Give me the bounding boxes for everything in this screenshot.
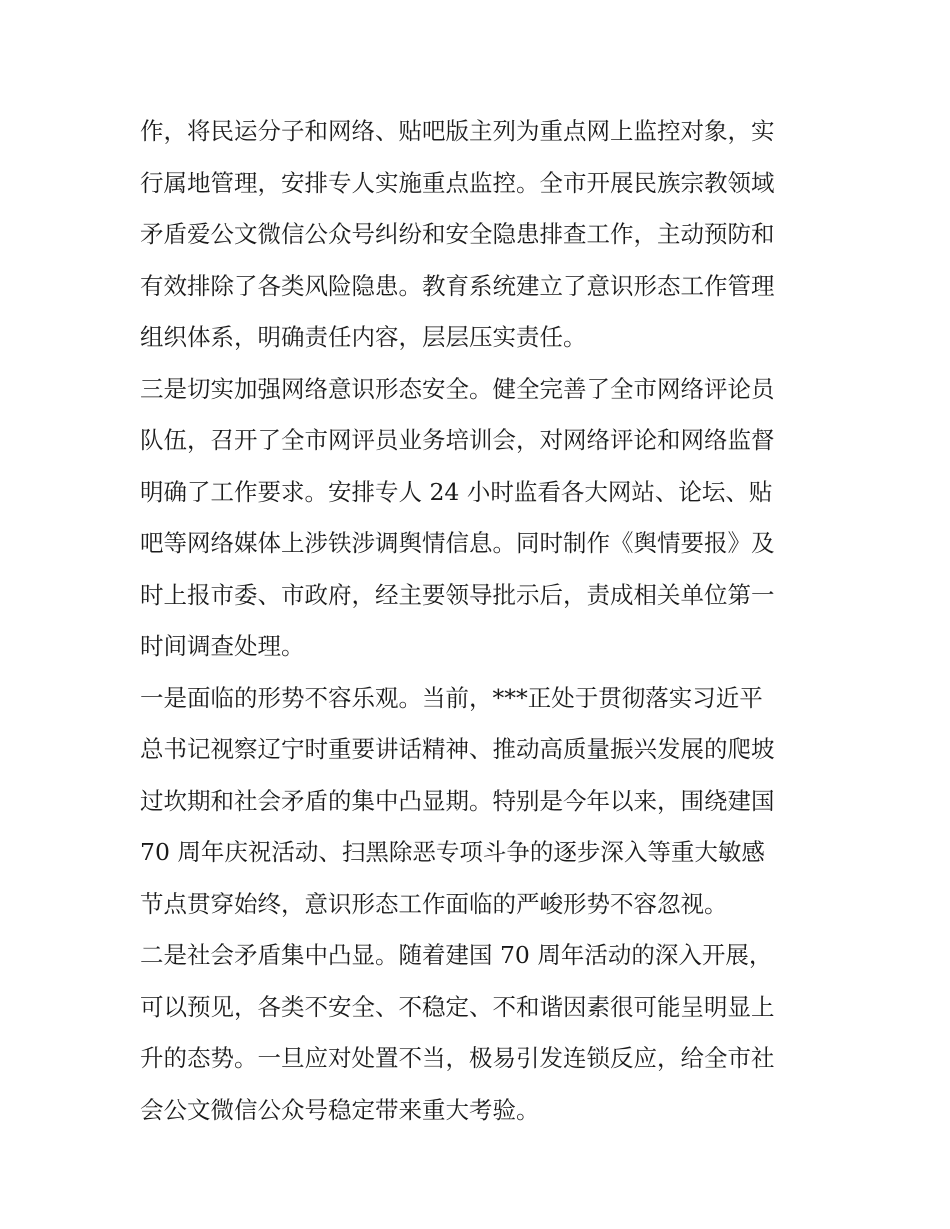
text-line: 有效排除了各类风险隐患。教育系统建立了意识形态工作管理 xyxy=(140,271,775,300)
text-line: 吧等网络媒体上涉铁涉调舆情信息。同时制作《舆情要报》及 xyxy=(140,529,775,557)
text-line: 队伍，召开了全市网评员业务培训会，对网络评论和网络监督 xyxy=(140,426,775,454)
text-line: 总书记视察辽宁时重要讲话精神、推动高质量振兴发展的爬坡 xyxy=(140,735,775,763)
text-line: 二是社会矛盾集中凸显。随着建国 70 周年活动的深入开展， xyxy=(140,941,773,969)
text-line: 作，将民运分子和网络、贴吧版主列为重点网上监控对象，实 xyxy=(140,117,775,145)
text-line: 明确了工作要求。安排专人 24 小时监看各大网站、论坛、贴 xyxy=(140,477,773,506)
text-line: 一是面临的形势不容乐观。当前，***正处于贯彻落实习近平 xyxy=(140,683,763,712)
body-text xyxy=(140,106,812,1136)
text-line: 可以预见，各类不安全、不稳定、不和谐因素很可能呈明显上 xyxy=(140,992,775,1021)
text-line: 时间调查处理。 xyxy=(140,632,305,660)
text-line: 70 周年庆祝活动、扫黑除恶专项斗争的逐步深入等重大敏感 xyxy=(140,838,765,866)
text-line: 时上报市委、市政府，经主要领导批示后，责成相关单位第一 xyxy=(140,580,775,609)
text-line: 会公文微信公众号稳定带来重大考验。 xyxy=(140,1095,540,1124)
text-line: 过坎期和社会矛盾的集中凸显期。特别是今年以来，围绕建国 xyxy=(140,786,775,815)
text-line: 矛盾爱公文微信公众号纠纷和安全隐患排查工作，主动预防和 xyxy=(140,220,775,248)
text-line: 节点贯穿始终，意识形态工作面临的严峻形势不容忽视。 xyxy=(140,889,728,918)
text-line: 行属地管理，安排专人实施重点监控。全市开展民族宗教领域 xyxy=(140,168,775,197)
text-line: 组织体系，明确责任内容，层层压实责任。 xyxy=(140,323,587,351)
text-line: 升的态势。一旦应对处置不当，极易引发连锁反应，给全市社 xyxy=(140,1044,775,1072)
text-line: 三是切实加强网络意识形态安全。健全完善了全市网络评论员 xyxy=(140,374,775,403)
